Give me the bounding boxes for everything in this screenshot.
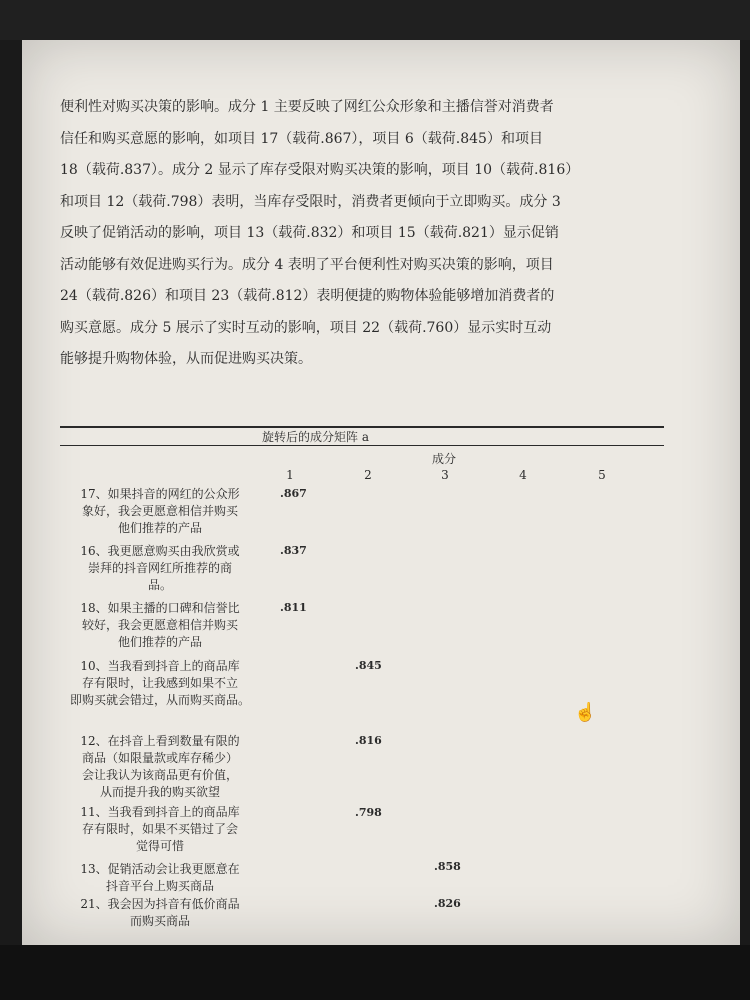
row-label-line: 存有限时，如果不买错过了会 bbox=[81, 822, 238, 836]
row-label-line: 11、当我看到抖音上的商品库 bbox=[80, 805, 240, 819]
table-row-label bbox=[60, 600, 260, 651]
loading-value: .858 bbox=[434, 860, 461, 873]
column-header-1: 1 bbox=[286, 468, 294, 482]
table-row-label bbox=[60, 804, 260, 855]
row-label-line: 即购买就会错过，从而购买商品。 bbox=[69, 693, 250, 707]
row-label-line: 16、我更愿意购买由我欣赏或 bbox=[80, 544, 240, 558]
paragraph-line: 能够提升购物体验，从而促进购买决策。 bbox=[60, 351, 312, 367]
loading-value: .826 bbox=[434, 897, 461, 910]
table-caption: 旋转后的成分矩阵 a bbox=[262, 430, 369, 444]
row-label-line: 会让我认为该商品更有价值， bbox=[81, 768, 238, 782]
table-row-label bbox=[60, 896, 260, 930]
table-header-rule bbox=[60, 445, 664, 446]
body-paragraph bbox=[60, 92, 680, 376]
row-label-line: 抖音平台上购买商品 bbox=[105, 879, 214, 893]
screen-bottom-edge bbox=[0, 945, 750, 1000]
table-row-label bbox=[60, 658, 260, 709]
row-label-line: 13、促销活动会让我更愿意在 bbox=[80, 862, 240, 876]
paragraph-line: 活动能够有效促进购买行为。成分 4 表明了平台便利性对购买决策的影响，项目 bbox=[60, 256, 554, 273]
row-label-line: 17、如果抖音的网红的公众形 bbox=[80, 487, 240, 501]
row-label-line: 21、我会因为抖音有低价商品 bbox=[80, 897, 240, 911]
row-label-line: 崇拜的抖音网红所推荐的商 bbox=[87, 561, 232, 575]
loading-value: .845 bbox=[355, 659, 382, 672]
column-header-3: 3 bbox=[441, 468, 449, 482]
row-label-line: 10、当我看到抖音上的商品库 bbox=[80, 659, 240, 673]
paragraph-line: 反映了促销活动的影响，项目 13（载荷.832）和项目 15（载荷.821）显示促销 bbox=[60, 225, 559, 241]
hand-cursor-icon: ☝ bbox=[574, 702, 597, 723]
document-page bbox=[22, 40, 740, 945]
row-label-line: 存有限时，让我感到如果不立 bbox=[81, 676, 238, 690]
paragraph-line: 和项目 12（载荷.798）表明，当库存受限时，消费者更倾向于立即购买。成分 3 bbox=[60, 193, 561, 210]
table-group-header: 成分 bbox=[432, 452, 457, 466]
table-row-label bbox=[60, 543, 260, 594]
loading-value: .867 bbox=[280, 487, 307, 500]
row-label-line: 他们推荐的产品 bbox=[117, 635, 202, 649]
table-row-label bbox=[60, 861, 260, 895]
row-label-line: 而购买商品 bbox=[129, 914, 190, 928]
row-label-line: 象好，我会更愿意相信并购买 bbox=[81, 504, 238, 518]
paragraph-line: 18（载荷.837）。成分 2 显示了库存受限对购买决策的影响，项目 10（载荷.816） bbox=[60, 162, 580, 178]
row-label-line: 他们推荐的产品 bbox=[117, 521, 202, 535]
column-header-5: 5 bbox=[598, 468, 606, 482]
row-label-line: 商品（如限量款或库存稀少） bbox=[81, 751, 238, 765]
row-label-line: 12、在抖音上看到数量有限的 bbox=[80, 734, 240, 748]
row-label-line: 品。 bbox=[147, 578, 172, 592]
paragraph-line: 24（载荷.826）和项目 23（载荷.812）表明便捷的购物体验能够增加消费者的 bbox=[60, 288, 555, 304]
loading-value: .837 bbox=[280, 544, 307, 557]
row-label-line: 从而提升我的购买欲望 bbox=[99, 785, 220, 799]
table-row-label bbox=[60, 486, 260, 537]
paragraph-line: 信任和购买意愿的影响，如项目 17（载荷.867），项目 6（载荷.845）和项目 bbox=[60, 130, 543, 147]
column-header-4: 4 bbox=[519, 468, 527, 482]
column-header-2: 2 bbox=[364, 468, 372, 482]
table-row-label bbox=[60, 733, 260, 801]
row-label-line: 18、如果主播的口碑和信誉比 bbox=[80, 601, 240, 615]
paragraph-line: 便利性对购买决策的影响。成分 1 主要反映了网红公众形象和主播信誉对消费者 bbox=[60, 99, 554, 115]
screen-top-edge bbox=[0, 0, 750, 40]
loading-value: .816 bbox=[355, 734, 382, 747]
paragraph-line: 购买意愿。成分 5 展示了实时互动的影响，项目 22（载荷.760）显示实时互动 bbox=[60, 319, 552, 336]
row-label-line: 觉得可惜 bbox=[135, 839, 184, 853]
row-label-line: 较好，我会更愿意相信并购买 bbox=[81, 618, 238, 632]
loading-value: .811 bbox=[280, 601, 307, 614]
loading-value: .798 bbox=[355, 806, 382, 819]
